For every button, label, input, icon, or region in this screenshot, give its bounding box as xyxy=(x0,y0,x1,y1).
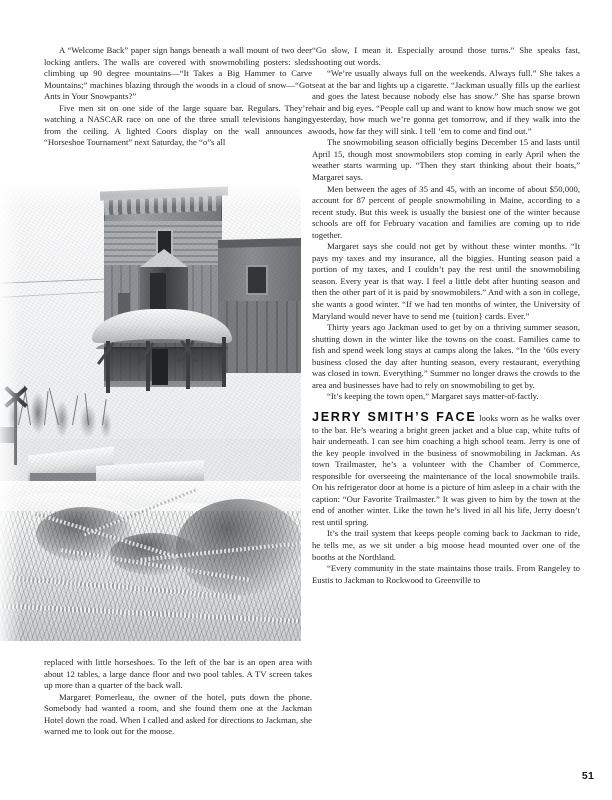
paragraph: Men between the ages of 35 and 45, with an income of about $50,000, account for 87 percent of people snowmobiling in Maine, according to a recent study. But this week is usually the busiest one of the winter because schools are off for February vacation and families are coming up to ride together. xyxy=(312,183,580,240)
left-column-bottom xyxy=(44,657,312,738)
article-photograph xyxy=(0,181,301,641)
paragraph: The snowmobiling season officially begins December 15 and lasts until April 15, though most snowmobilers stop coming in early April when the weather starts warming up. “Then they start thinking about their boats,” Margaret says. xyxy=(312,137,580,183)
railroad-crossing-post xyxy=(14,393,17,465)
paragraph: It’s the trail system that keeps people coming back to Jackman to ride, he tells me, as we sit under a big moose head mounted over one of the booths at the Northland. xyxy=(312,528,580,562)
porch-entry-door xyxy=(152,349,168,385)
paragraph: Margaret Pomerleau, the owner of the hotel, puts down the phone. Somebody had wanted a room, and she found them one at the Jackman Hotel down the road. When I called and asked for directions to Jackman, she warned me to look out for the moose. xyxy=(44,691,312,737)
paragraph: “We’re usually always full on the weekends. Always full.” She takes a seat at the bar and lights up a cigarette. “Jackman usually fills up the earliest and goes the latest because nobody else has snow.” She has sparse brown hair and big eyes. “People call up and want to know how much snow we got yesterday, how much we’re gonna get tomorrow, and if they walk into the woods, how far they will sink. I tell ’em to come and find out.” xyxy=(312,68,580,136)
photo-scene xyxy=(0,181,301,641)
section-heading: JERRY SMITH’S FACE xyxy=(312,409,477,424)
paragraph: “Every community in the state maintains those trails. From Rangeley to Eustis to Jackman to Rockwood to Greenville to xyxy=(312,563,580,585)
paragraph: Margaret says she could not get by without these winter months. “It pays my taxes and my insurance, all the biggies. Hunting season paid a portion of my taxes, and I couldn’t pay the rest until the snowmobiling season. Every year is that way. I feel a little debt after hunting season and then the other part of it is paid by snowmobilers.” And with a son in college, she wants a good winter. “If we had ten months of winter, the University of Maryland would never have to send me {tuition} cards. Ever.” xyxy=(312,241,580,321)
paragraph: “It’s keeping the town open,” Margaret says matter-of-factly. xyxy=(327,391,539,402)
page-number: 51 xyxy=(581,770,594,782)
porch-post-4 xyxy=(222,337,226,387)
paragraph: Five men sit on one side of the large square bar. Regulars. They’re watching a NASCAR race on one of the three small televisions hanging from the ceiling. A lighted Coors display on the wall announces a “Horseshoe Tournament” next Saturday, the “o”s all xyxy=(44,102,312,148)
paragraph: Thirty years ago Jackman used to get by on a thriving summer season, shutting down in the winter like the towns on the coast. Families came to fish and spend week long stays at camps along the lakes. “In the ’60s every business closed the day after hunting season, every restaurant, everything was closed in town. Everything.” Summer no longer draws the crowds to the area and businesses have had to rely on snowmobiling to get by. xyxy=(312,322,580,390)
left-column-top xyxy=(44,45,312,149)
trackside-box xyxy=(0,427,14,443)
adjacent-building-cornice xyxy=(218,238,301,248)
section-opening-text: looks worn as he walks over to the bar. He’s wearing a bright green jacket and a blue cap, white tufts of hair underneath. I can see him coaching a high school team. Jerry is one of the key people involved in the business of snowmobiling in Jackman. As town Trailmaster, he’s a volunteer with the Chamber of Commerce, responsible for overseeing the maintenance of the local snowmobile trails. On his refrigerator door at home is a picture of him asleep in a chair with the caption: “Our Favorite Trailmaster.” It was given to him by the town at the end of another winter. Like the town he’s lived in all his life, Jerry doesn’t rest until spring. xyxy=(312,412,581,527)
paragraph: A “Welcome Back” paper sign hangs beneath a wall mount of two deer locking antlers. The walls are covered with snowmobiling posters: sleds climbing up 90 degree mountains—“It Takes a Big Hammer to Carve Mountains;” machines blazing through the woods in a cloud of snow—“Got Ants in Your Snowpants?” xyxy=(44,45,312,102)
section-opening-paragraph xyxy=(312,409,581,528)
paragraph: “Go slow, I mean it. Especially around those turns.” She speaks fast, shooting out words. xyxy=(312,45,580,67)
right-column xyxy=(312,45,580,586)
paragraph: replaced with little horseshoes. To the left of the bar is an open area with about 12 tables, a large dance floor and two pool tables. A TV screen takes up more than a quarter of the back wall. xyxy=(44,657,312,691)
adjacent-building-window xyxy=(248,267,266,293)
entry-gable-roof xyxy=(140,249,188,267)
adjacent-building xyxy=(218,245,301,373)
distant-treeline xyxy=(0,379,118,451)
